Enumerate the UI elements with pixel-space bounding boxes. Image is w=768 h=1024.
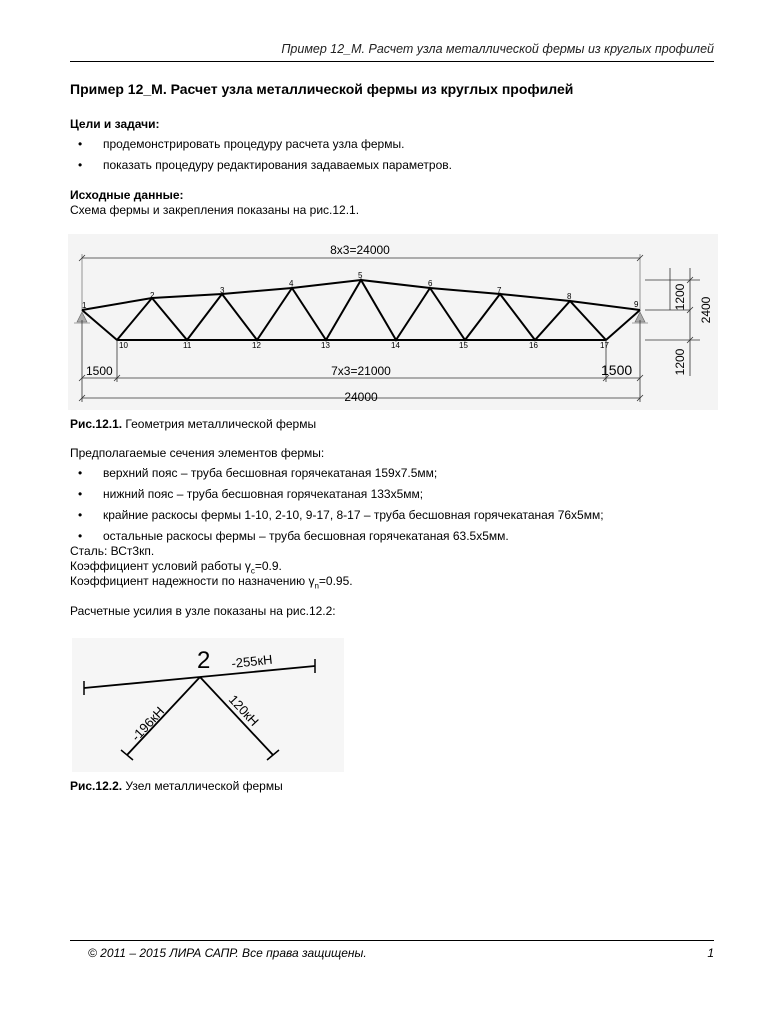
figure2-caption: Рис.12.2. Узел металлической фермы [70,779,283,793]
node-label: 7 [497,286,502,295]
force-top-label: -255кН [230,651,274,671]
node-label: 8 [567,292,572,301]
goal-item: • продемонстрировать процедуру расчета узла фермы. [78,137,405,151]
input-data-text: Схема фермы и закрепления показаны на рис.12.1. [70,203,360,217]
node-figure [70,636,350,776]
node-label: 10 [119,341,128,350]
node-label: 17 [600,341,609,350]
header-rule [70,61,714,62]
node-label: 14 [391,341,400,350]
gamma-n: Коэффициент надежности по назначению $\gamma_n=0.95$. [70,574,353,591]
copyright: © 2011 – 2015 ЛИРА САПР. Все права защищены. [88,946,367,960]
dim-2400: 2400 [699,296,713,324]
goals-heading: Цели и задачи: [70,117,160,131]
input-data-heading: Исходные данные: [70,188,184,202]
forces-intro: Расчетные усилия в узле показаны на рис.12.2: [70,604,336,618]
node-label: 1 [82,301,87,310]
node-label: 15 [459,341,468,350]
node-label: 12 [252,341,261,350]
top-span-label: 8x3=24000 [330,243,390,257]
bottom-span-label: 7x3=21000 [331,364,391,378]
node-label: 11 [183,341,192,350]
node-label: 6 [428,279,433,288]
force-left-label: -196кН [128,703,168,745]
section-item: • верхний пояс – труба бесшовная горячекатаная 159х7.5мм; [78,466,438,480]
right-offset-label: 1500 [601,362,633,378]
gamma-c: Коэффициент условий работы $\gamma_c=0.9$. [70,559,282,576]
total-label: 24000 [344,390,378,404]
running-header: Пример 12_М. Расчет узла металлической фермы из круглых профилей [281,42,714,56]
section-item: • остальные раскосы фермы – труба бесшовная горячекатаная 63.5х5мм. [78,529,509,543]
steel-grade: Сталь: ВСт3кп. [70,544,155,558]
goal-item: • показать процедуру редактирования задаваемых параметров. [78,158,452,172]
node-label: 13 [321,341,330,350]
section-item: • крайние раскосы фермы 1-10, 2-10, 9-17, 8-17 – труба бесшовная горячекатаная 76х5мм; [78,508,604,522]
footer-rule [70,940,714,941]
figure-background [68,234,718,410]
node-label: 2 [150,291,155,300]
dim-1200-top: 1200 [673,283,687,311]
figure1-caption: Рис.12.1. Геометрия металлической фермы [70,417,317,431]
page-number: 1 [707,946,714,960]
truss-figure [64,232,724,412]
force-right-label: 120кН [225,691,262,729]
section-item: • нижний пояс – труба бесшовная горячекатаная 133х5мм; [78,487,424,501]
node-label: 5 [358,271,363,280]
node-label: 4 [289,279,294,288]
sections-intro: Предполагаемые сечения элементов фермы: [70,446,325,460]
node-label: 16 [529,341,538,350]
node-label: 3 [220,286,225,295]
left-offset-label: 1500 [86,364,113,378]
node-label: 9 [634,300,639,309]
page-title: Пример 12_М. Расчет узла металлической фермы из круглых профилей [70,81,574,97]
node-number: 2 [197,647,211,674]
dim-1200-bottom: 1200 [673,348,687,376]
